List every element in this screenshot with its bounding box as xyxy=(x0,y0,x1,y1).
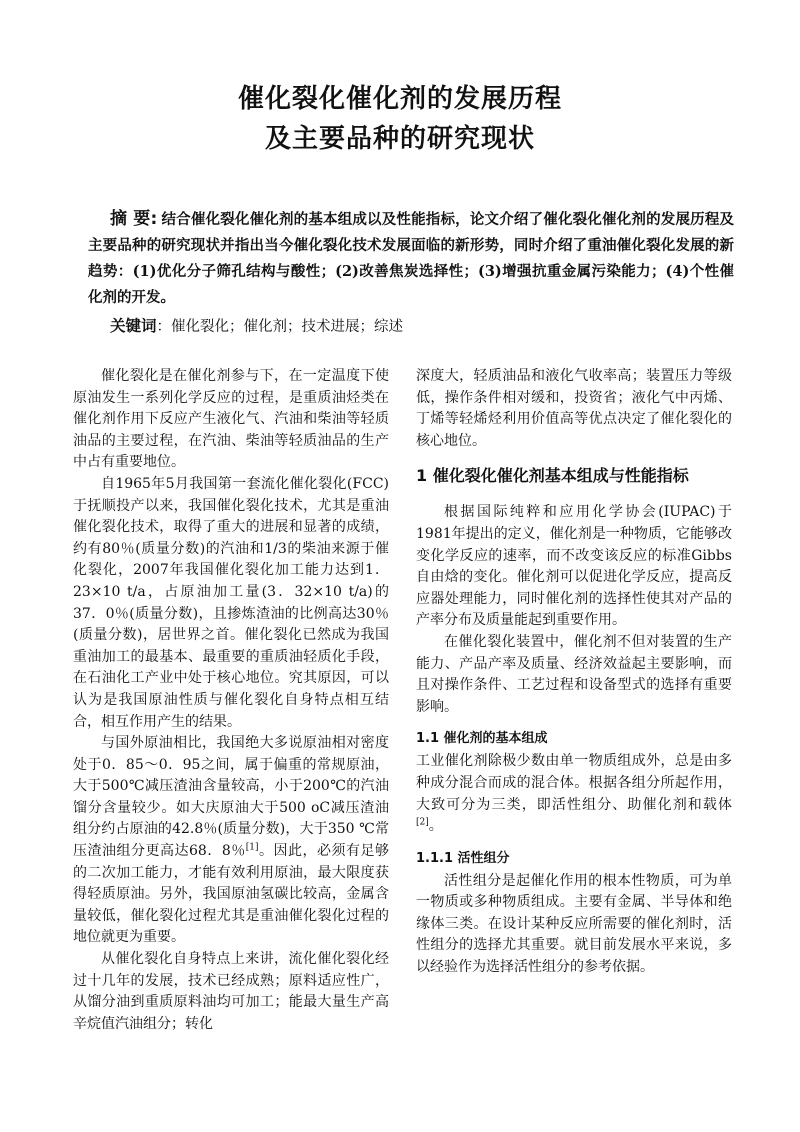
body-paragraph-continued: 深度大，轻质油品和液化气收率高；装置压力等级低，操作条件相对缓和，投资省；液化气中丙烯、丁烯等轻烯烃利用价值高等优点决定了催化裂化的核心地位。 xyxy=(416,368,732,449)
section-heading: 1 催化裂化催化剂基本组成与性能指标 xyxy=(416,466,689,486)
subsection-heading: 1.1 催化剂的基本组成 xyxy=(416,731,548,747)
abstract xyxy=(88,206,734,311)
keywords-label: 关键词 xyxy=(110,317,157,335)
subsubsection-heading: 1.1.1 活性组分 xyxy=(416,850,510,866)
right-column xyxy=(416,366,732,979)
citation-ref: [1] xyxy=(245,842,259,853)
body-paragraph: 自1965年5月我国第一套流化催化裂化(FCC)于抚顺投产以来，我国催化裂化技术，尤其是重油催化裂化技术，取得了重大的进展和显著的成绩，约有80％(质量分数)的汽油和1/3的柴油来源于催化裂化，2007年我国催化裂化加工能力达到1．23×10 t/a，占原油加工量(3．32×10 t/a)的37．0％(质量分数)，且掺炼渣油的比例高达30％ (质量分数)，居世界之首。催化裂化已然成为我国重油加工的最基本、最重要的重质油轻质化手段，在石油化工产业中处于核心地位。究其原因，可以认为是我国原油性质与催化裂化自身特点相互结合，相互作用产生的结果。 xyxy=(73,475,389,730)
abstract-label: 摘 要: xyxy=(110,209,158,229)
citation-ref: [2] xyxy=(416,817,429,828)
body-paragraph: 活性组分是起催化作用的根本性物质，可为单一物质或多种物质组成。主要有金属、半导体和绝缘体三类。在设计某种反应所需要的催化剂时，活性组分的选择尤其重要。就目前发展水平来说，多以经验作为选择活性组分的参考依据。 xyxy=(416,872,732,976)
keywords xyxy=(110,314,403,336)
body-paragraph: 根据国际纯粹和应用化学协会(IUPAC)于1981年提出的定义，催化剂是一种物质，它能够改变化学反应的速率，而不改变该反应的标准Gibbs自由焓的变化。催化剂可以促进化学反应，提高反应器处理能力，同时催化剂的选择性使其对产品的产率分布及质量能起到重要作用。 xyxy=(416,504,732,629)
left-column xyxy=(73,366,389,1035)
abstract-text: 结合催化裂化催化剂的基本组成以及性能指标，论文介绍了催化裂化催化剂的发展历程及主要品种的研究现状并指出当今催化裂化技术发展面临的新形势，同时介绍了重油催化裂化发展的新趋势：(1)优化分子筛孔结构与酸性；(2)改善焦炭选择性；(3)增强抗重金属污染能力；(4)个性催化剂的开发。 xyxy=(88,211,735,306)
body-paragraph: 从催化裂化自身特点上来讲，流化催化裂化经过十几年的发展，技术已经成熟；原料适应性广，从馏分油到重质原料油均可加工；能最大量生产高辛烷值汽油组分；转化 xyxy=(73,951,389,1032)
keywords-text: ：催化裂化；催化剂；技术进展；综述 xyxy=(156,319,404,335)
body-text: 。因此，必须有足够的二次加工能力，才能有效利用原油，最大限度获得轻质原油。另外，我国原油氢碳比较高，金属含量较低，催化裂化过程尤其是重油催化裂化过程的地位就更为重要。 xyxy=(73,843,389,946)
body-text: 工业催化剂除极少数由单一物质组成外，总是由多种成分混合而成的混合体。根据各组分所起作用，大致可分为三类，即活性组分、助催化剂和载体 xyxy=(416,753,732,813)
body-paragraph xyxy=(73,733,389,949)
body-text: 。 xyxy=(428,818,443,835)
body-paragraph: 催化裂化是在催化剂参与下，在一定温度下使原油发生一系列化学反应的过程，是重质油烃类在催化剂作用下反应产生液化气、汽油和柴油等轻质油品的主要过程，在汽油、柴油等轻质油品的生产中占有重要地位。 xyxy=(73,368,389,471)
body-paragraph xyxy=(416,751,732,837)
paper-title-line-1: 催化裂化催化剂的发展历程 xyxy=(237,84,562,114)
body-text: 与国外原油相比，我国绝大多说原油相对密度处于0．85～0．95之间，属于偏重的常规原油，大于500℃减压渣油含量较高，小于200℃的汽油馏分含量较少。如大庆原油大于500 oC减压渣油组分约占原油的42.8％(质量分数)，大于350 ℃常压渣油组分更高达68．8％ xyxy=(73,735,389,860)
body-paragraph: 在催化裂化装置中，催化剂不但对装置的生产能力、产品产率及质量、经济效益起主要影响，而且对操作条件、工艺过程和设备型式的选择有重要影响。 xyxy=(416,633,732,715)
paper-title-line-2: 及主要品种的研究现状 xyxy=(264,124,535,154)
